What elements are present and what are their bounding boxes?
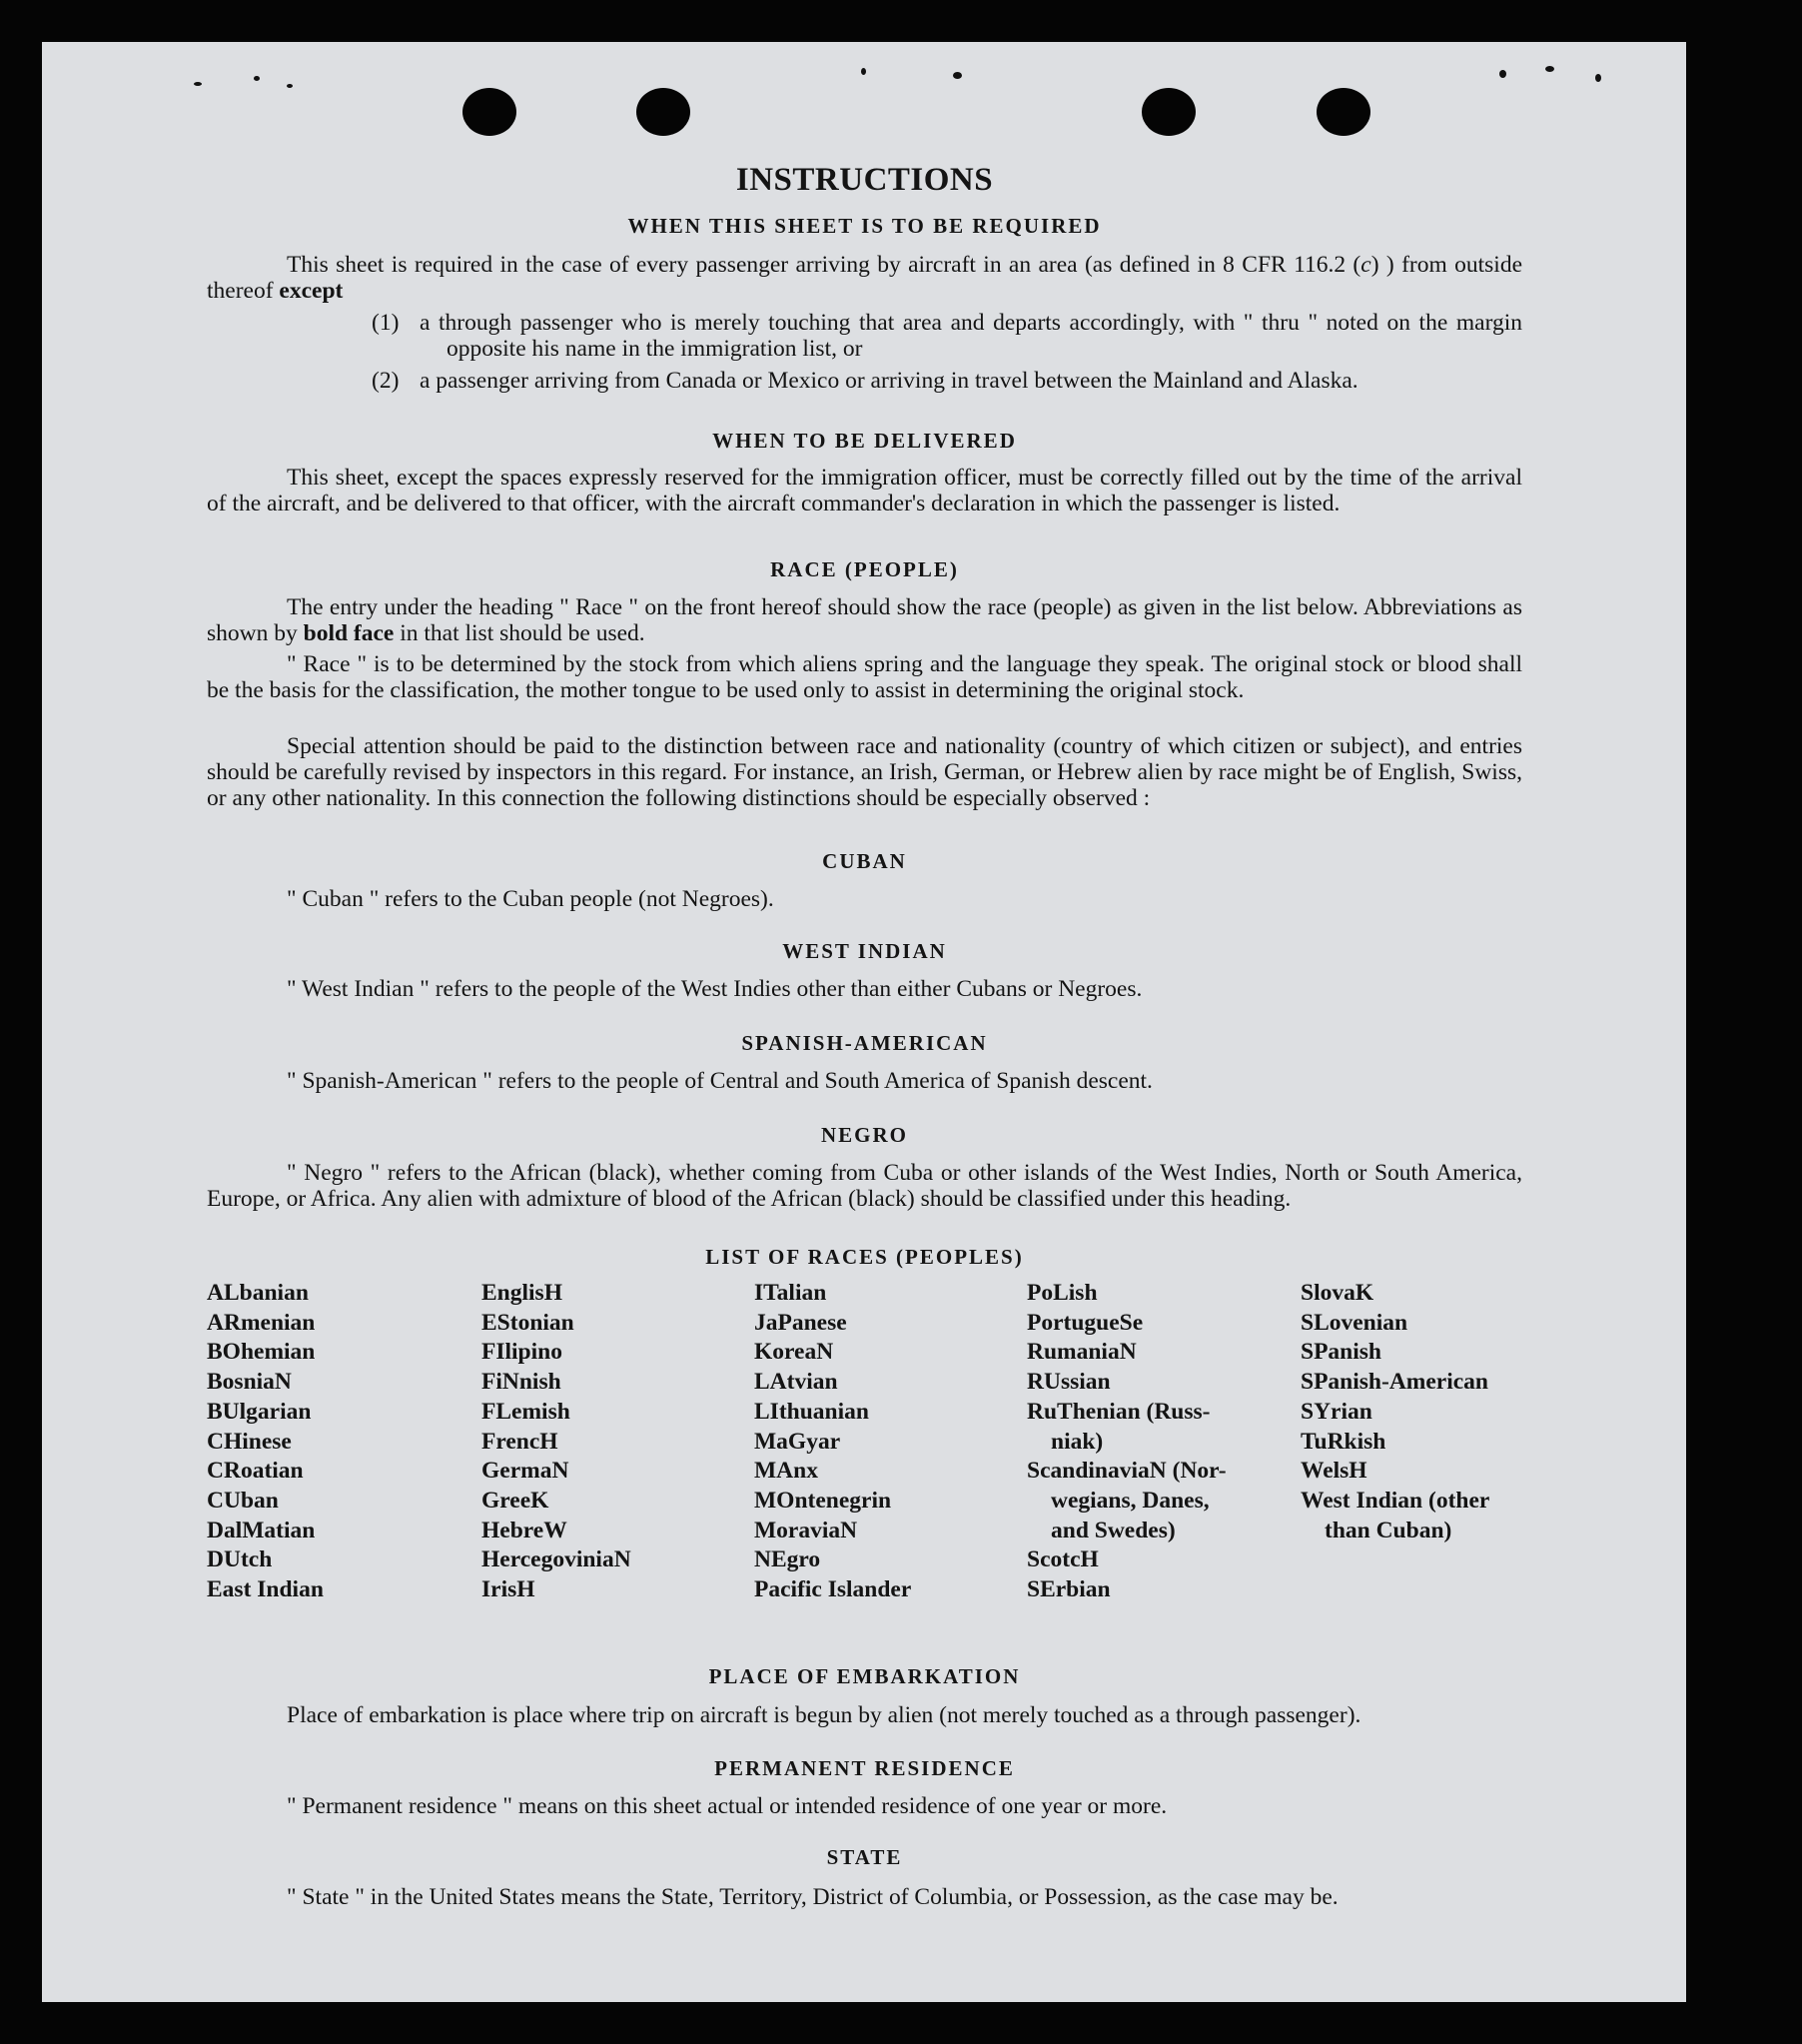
heading-spanish-american: SPANISH-AMERICAN (741, 1031, 988, 1055)
race-entry: SErbian (1027, 1576, 1111, 1603)
race-entry: FLemish (481, 1398, 570, 1425)
race-entry: ScotcH (1027, 1546, 1099, 1573)
race-entry: BUlgarian (207, 1398, 312, 1425)
race-entry: SlovaK (1301, 1280, 1374, 1306)
instructions-content (207, 42, 1522, 2002)
race-entry: IrisH (481, 1576, 535, 1603)
race-entry: East Indian (207, 1576, 324, 1603)
race-entry: niak) (1051, 1428, 1104, 1455)
paragraph-cuban: " Cuban " refers to the Cuban people (not Negroes). (287, 886, 774, 912)
paragraph-race-3: Special attention should be paid to the distinction between race and nationality (country of which citizen or subject), and entries should be carefully revised by inspectors in this regard. For instance, an Irish, German, or Hebrew alien by race might be of English, Swiss, or any other nationality. In this connection the following distinctions should be especially observed : (207, 733, 1522, 811)
race-entry: EnglisH (481, 1280, 562, 1306)
race-entry: BOhemian (207, 1339, 316, 1366)
race-entry: FrencH (481, 1428, 558, 1455)
heading-residence: PERMANENT RESIDENCE (714, 1756, 1015, 1780)
paragraph-required: This sheet is required in the case of every passenger arriving by aircraft in an area (as defined in 8 CFR 116.2 (c) ) from outside thereof except (207, 252, 1523, 304)
race-entry: RumaniaN (1027, 1339, 1137, 1366)
paragraph-race-2: " Race " is to be determined by the stock from which aliens spring and the language they speak. The original stock or blood shall be the basis for the classification, the mother tongue to be used only to assist in determining the original stock. (207, 651, 1522, 703)
race-entry: CRoatian (207, 1458, 304, 1485)
race-column-5 (1301, 1279, 1489, 1545)
race-entry: ALbanian (207, 1280, 309, 1306)
paragraph-spanish-american: " Spanish-American " refers to the people of Central and South America of Spanish descent. (287, 1068, 1153, 1094)
race-column-2 (481, 1279, 631, 1605)
race-entry: LIthuanian (754, 1398, 869, 1425)
heading-cuban: CUBAN (822, 849, 907, 873)
item-number: (1) (372, 310, 400, 336)
race-entry: GermaN (481, 1458, 569, 1485)
race-entry: KoreaN (754, 1339, 834, 1366)
heading-west-indian: WEST INDIAN (782, 939, 947, 963)
race-entry: RuThenian (Russ- (1027, 1398, 1211, 1425)
race-entry: JaPanese (754, 1309, 847, 1336)
race-entry: BosniaN (207, 1369, 292, 1396)
race-entry: DalMatian (207, 1517, 316, 1543)
race-entry: SPanish-American (1301, 1369, 1488, 1396)
race-entry: WelsH (1301, 1458, 1367, 1485)
race-entry: DUtch (207, 1546, 273, 1573)
race-column-4 (1027, 1279, 1227, 1605)
race-entry: SPanish (1301, 1339, 1381, 1366)
race-entry: LAtvian (754, 1369, 838, 1396)
race-entry: TuRkish (1301, 1428, 1386, 1455)
race-entry: GreeK (481, 1487, 549, 1514)
race-entry: ITalian (754, 1280, 827, 1306)
race-entry: PortugueSe (1027, 1309, 1144, 1336)
item-text: a passenger arriving from Canada or Mexico or arriving in travel between the Mainland and Alaska. (420, 368, 1358, 394)
heading-negro: NEGRO (820, 1123, 908, 1147)
race-column-1 (207, 1279, 324, 1605)
heading-required: WHEN THIS SHEET IS TO BE REQUIRED (627, 214, 1102, 238)
race-entry: West Indian (other (1301, 1487, 1490, 1514)
item-text: a through passenger who is merely touching that area and departs accordingly, with " thru " noted on the margin opposite his name in the immigration list, or (420, 310, 1522, 362)
race-entry: ScandinaviaN (Nor- (1027, 1458, 1227, 1485)
race-entry: FIlipino (481, 1339, 562, 1366)
race-entry: PoLish (1027, 1280, 1098, 1306)
race-entry: Pacific Islander (754, 1576, 912, 1603)
heading-race: RACE (PEOPLE) (770, 557, 959, 581)
paragraph-residence: " Permanent residence " means on this sheet actual or intended residence of one year or more. (287, 1793, 1168, 1819)
page-title: INSTRUCTIONS (735, 162, 994, 198)
race-entry: RUssian (1027, 1369, 1111, 1396)
item-number: (2) (372, 368, 400, 394)
race-entry: SYrian (1301, 1398, 1372, 1425)
race-entry: MaGyar (754, 1428, 841, 1455)
race-entry: MAnx (754, 1458, 818, 1485)
paragraph-negro: " Negro " refers to the African (black), whether coming from Cuba or other islands of the West Indies, North or South America, Europe, or Africa. Any alien with admixture of blood of the African (black) should be classified under this heading. (207, 1160, 1522, 1212)
paragraph-west-indian: " West Indian " refers to the people of the West Indies other than either Cubans or Negroes. (287, 976, 1143, 1002)
heading-delivered: WHEN TO BE DELIVERED (712, 429, 1017, 453)
race-column-3 (754, 1279, 911, 1605)
paragraph-delivered: This sheet, except the spaces expressly reserved for the immigration officer, must be correctly filled out by the time of the arrival of the aircraft, and be delivered to that officer, with the aircraft commander's declaration in which the passenger is listed. (207, 465, 1522, 516)
race-entry: SLovenian (1301, 1309, 1408, 1336)
heading-state: STATE (826, 1845, 903, 1869)
heading-list-of-races: LIST OF RACES (PEOPLES) (705, 1245, 1024, 1269)
race-entry: NEgro (754, 1546, 821, 1573)
race-entry: MOntenegrin (754, 1487, 892, 1514)
race-entry: wegians, Danes, (1051, 1487, 1210, 1514)
document-sheet (42, 42, 1686, 2002)
race-entry: and Swedes) (1051, 1517, 1176, 1543)
punch-speck (1595, 74, 1601, 82)
race-entry: HebreW (481, 1517, 567, 1543)
punch-speck (194, 82, 202, 86)
race-entry: FiNnish (481, 1369, 561, 1396)
race-entry: MoraviaN (754, 1517, 858, 1543)
paragraph-embarkation: Place of embarkation is place where trip on aircraft is begun by alien (not merely touched as a through passenger). (287, 1702, 1361, 1728)
heading-embarkation: PLACE OF EMBARKATION (708, 1664, 1021, 1688)
race-entry: CUban (207, 1487, 279, 1514)
paragraph-state: " State " in the United States means the State, Territory, District of Columbia, or Possession, as the case may be. (287, 1884, 1339, 1910)
paragraph-race-1: The entry under the heading " Race " on the front hereof should show the race (people) as given in the list below. Abbreviations as shown by bold face in that list should be used. (207, 594, 1522, 646)
race-entry: than Cuban) (1325, 1517, 1452, 1543)
race-entry: ARmenian (207, 1309, 316, 1336)
race-entry: CHinese (207, 1428, 292, 1455)
race-entry: EStonian (481, 1309, 574, 1336)
race-entry: HercegoviniaN (481, 1546, 631, 1573)
punch-speck (1545, 66, 1554, 72)
